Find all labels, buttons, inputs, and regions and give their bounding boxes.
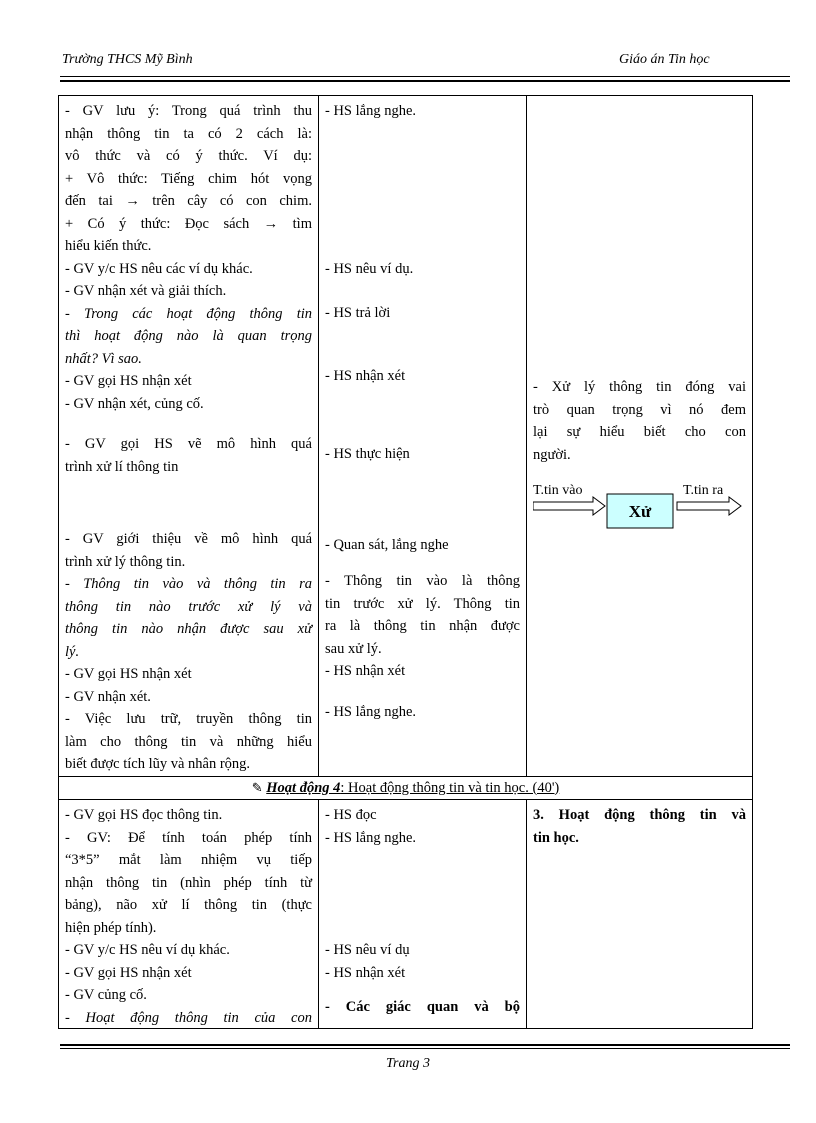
content-cell — [527, 96, 753, 777]
list-item: nhất? Vì sao. — [65, 350, 142, 367]
list-item: - HS đọc — [325, 807, 377, 823]
activity-subtitle: : Hoạt động thông tin và tin học. (40') — [340, 779, 560, 796]
list-item: đến tai → trên cây có con chim. — [65, 193, 312, 209]
page-number: Trang 3 — [386, 1056, 430, 1071]
list-item: - Trong các hoạt động thông tin — [65, 305, 312, 322]
list-item: - GV nhận xét, củng cố. — [65, 395, 204, 412]
list-item: trò quan trọng vì nó đem — [533, 401, 746, 418]
header-rule — [60, 76, 790, 77]
table-row — [59, 800, 753, 1029]
table-row — [59, 96, 753, 777]
list-item: “3*5” mắt làm nhiệm vụ tiếp — [65, 852, 312, 868]
list-item: - GV y/c HS nêu ví dụ khác. — [65, 942, 230, 958]
list-item: hiện phép tính). — [65, 919, 157, 936]
diagram-output-label: T.tin ra — [683, 483, 724, 498]
list-item: thì hoạt động nào là quan trọng — [65, 328, 312, 344]
list-item: lại sự hiểu biết cho con — [533, 424, 746, 440]
diagram-process-label: Xử — [628, 502, 652, 521]
list-item: - GV nhận xét và giải thích. — [65, 283, 227, 299]
list-item: - Hoạt động thông tin của con — [65, 1009, 312, 1026]
input-arrow-icon — [533, 497, 605, 515]
list-item: trình xử lí thông tin — [65, 458, 179, 475]
list-item: - GV gọi HS đọc thông tin. — [65, 807, 223, 823]
list-item: tin trước xử lý. Thông tin — [325, 595, 520, 612]
processing-diagram — [533, 480, 746, 540]
student-cell — [319, 96, 527, 777]
teacher-cell — [59, 96, 319, 777]
student-cell — [319, 800, 527, 1029]
teacher-cell — [59, 800, 319, 1029]
list-item: + Vô thức: Tiếng chim hót vọng — [65, 170, 312, 187]
list-item: - GV y/c HS nêu các ví dụ khác. — [65, 260, 253, 277]
list-item: - GV gọi HS nhận xét — [65, 964, 192, 981]
output-arrow-icon — [677, 497, 741, 515]
section-heading-cont: tin học. — [533, 829, 579, 846]
list-item: - HS lắng nghe. — [325, 829, 417, 846]
list-item: - HS nhận xét — [325, 663, 406, 679]
list-item: - HS lắng nghe. — [325, 703, 417, 720]
activity-heading — [59, 776, 753, 800]
pencil-icon: ✎ — [251, 779, 263, 795]
list-item: thông tin nào nhận được sau xử — [65, 621, 312, 637]
list-item: - HS nhận xét — [325, 964, 406, 981]
list-item: - HS nêu ví dụ — [325, 942, 410, 958]
diagram-input-label: T.tin vào — [533, 483, 583, 498]
list-item: sau xử lý. — [325, 640, 382, 657]
footer-rule — [60, 1048, 790, 1049]
diagram-svg — [533, 480, 749, 540]
list-item: - GV lưu ý: Trong quá trình thu — [65, 103, 312, 119]
list-item: - HS nêu ví dụ. — [325, 260, 414, 277]
list-item: nhận thông tin ta có 2 cách là: — [65, 125, 312, 142]
list-item: - Thông tin vào và thông tin ra — [65, 576, 312, 592]
header-subject: Giáo án Tin học — [619, 52, 710, 67]
list-item: hiểu kiến thức. — [65, 238, 152, 254]
list-item: thông tin nào trước xử lý và — [65, 598, 312, 615]
list-item: - Việc lưu trữ, truyền thông tin — [65, 711, 312, 727]
activity-row — [59, 776, 753, 800]
list-item: - Xử lý thông tin đóng vai — [533, 379, 746, 395]
list-item: lý. — [65, 643, 80, 660]
list-item: trình xử lý thông tin. — [65, 553, 186, 570]
list-item: làm cho thông tin và những hiểu — [65, 733, 312, 750]
list-item: - GV củng cố. — [65, 987, 147, 1003]
list-item: bảng), não xử lí thông tin (thực — [65, 897, 312, 913]
section-heading: 3. Hoạt động thông tin và — [533, 807, 746, 823]
list-item: người. — [533, 446, 571, 463]
list-item: - Các giác quan và bộ — [325, 999, 520, 1015]
header-rule-thick — [60, 80, 790, 82]
list-item: - Thông tin vào là thông — [325, 573, 520, 589]
header-school: Trường THCS Mỹ Bình — [62, 52, 193, 67]
list-item: biết được tích lũy và nhân rộng. — [65, 756, 251, 772]
list-item: - Quan sát, lắng nghe — [325, 536, 449, 553]
list-item: - HS trả lời — [325, 305, 391, 321]
list-item: - GV: Để tính toán phép tính — [65, 829, 312, 846]
list-item: - HS lắng nghe. — [325, 103, 417, 119]
list-item: nhận thông tin (nhìn phép tính từ — [65, 874, 312, 891]
list-item: + Có ý thức: Đọc sách → tìm — [65, 215, 312, 232]
list-item: - HS thực hiện — [325, 446, 410, 462]
lesson-table — [58, 95, 753, 1029]
list-item: - GV gọi HS vẽ mô hình quá — [65, 436, 312, 452]
list-item: - GV nhận xét. — [65, 688, 151, 705]
activity-title: Hoạt động 4 — [266, 779, 341, 796]
list-item: ra là thông tin nhận được — [325, 618, 520, 634]
footer-rule-thick — [60, 1044, 790, 1046]
list-item: - GV giới thiệu về mô hình quá — [65, 531, 312, 547]
list-item: - GV gọi HS nhận xét — [65, 666, 192, 682]
list-item: - HS nhận xét — [325, 367, 406, 384]
content-cell — [527, 800, 753, 1029]
list-item: - GV gọi HS nhận xét — [65, 373, 192, 389]
list-item: vô thức và có ý thức. Ví dụ: — [65, 148, 312, 164]
